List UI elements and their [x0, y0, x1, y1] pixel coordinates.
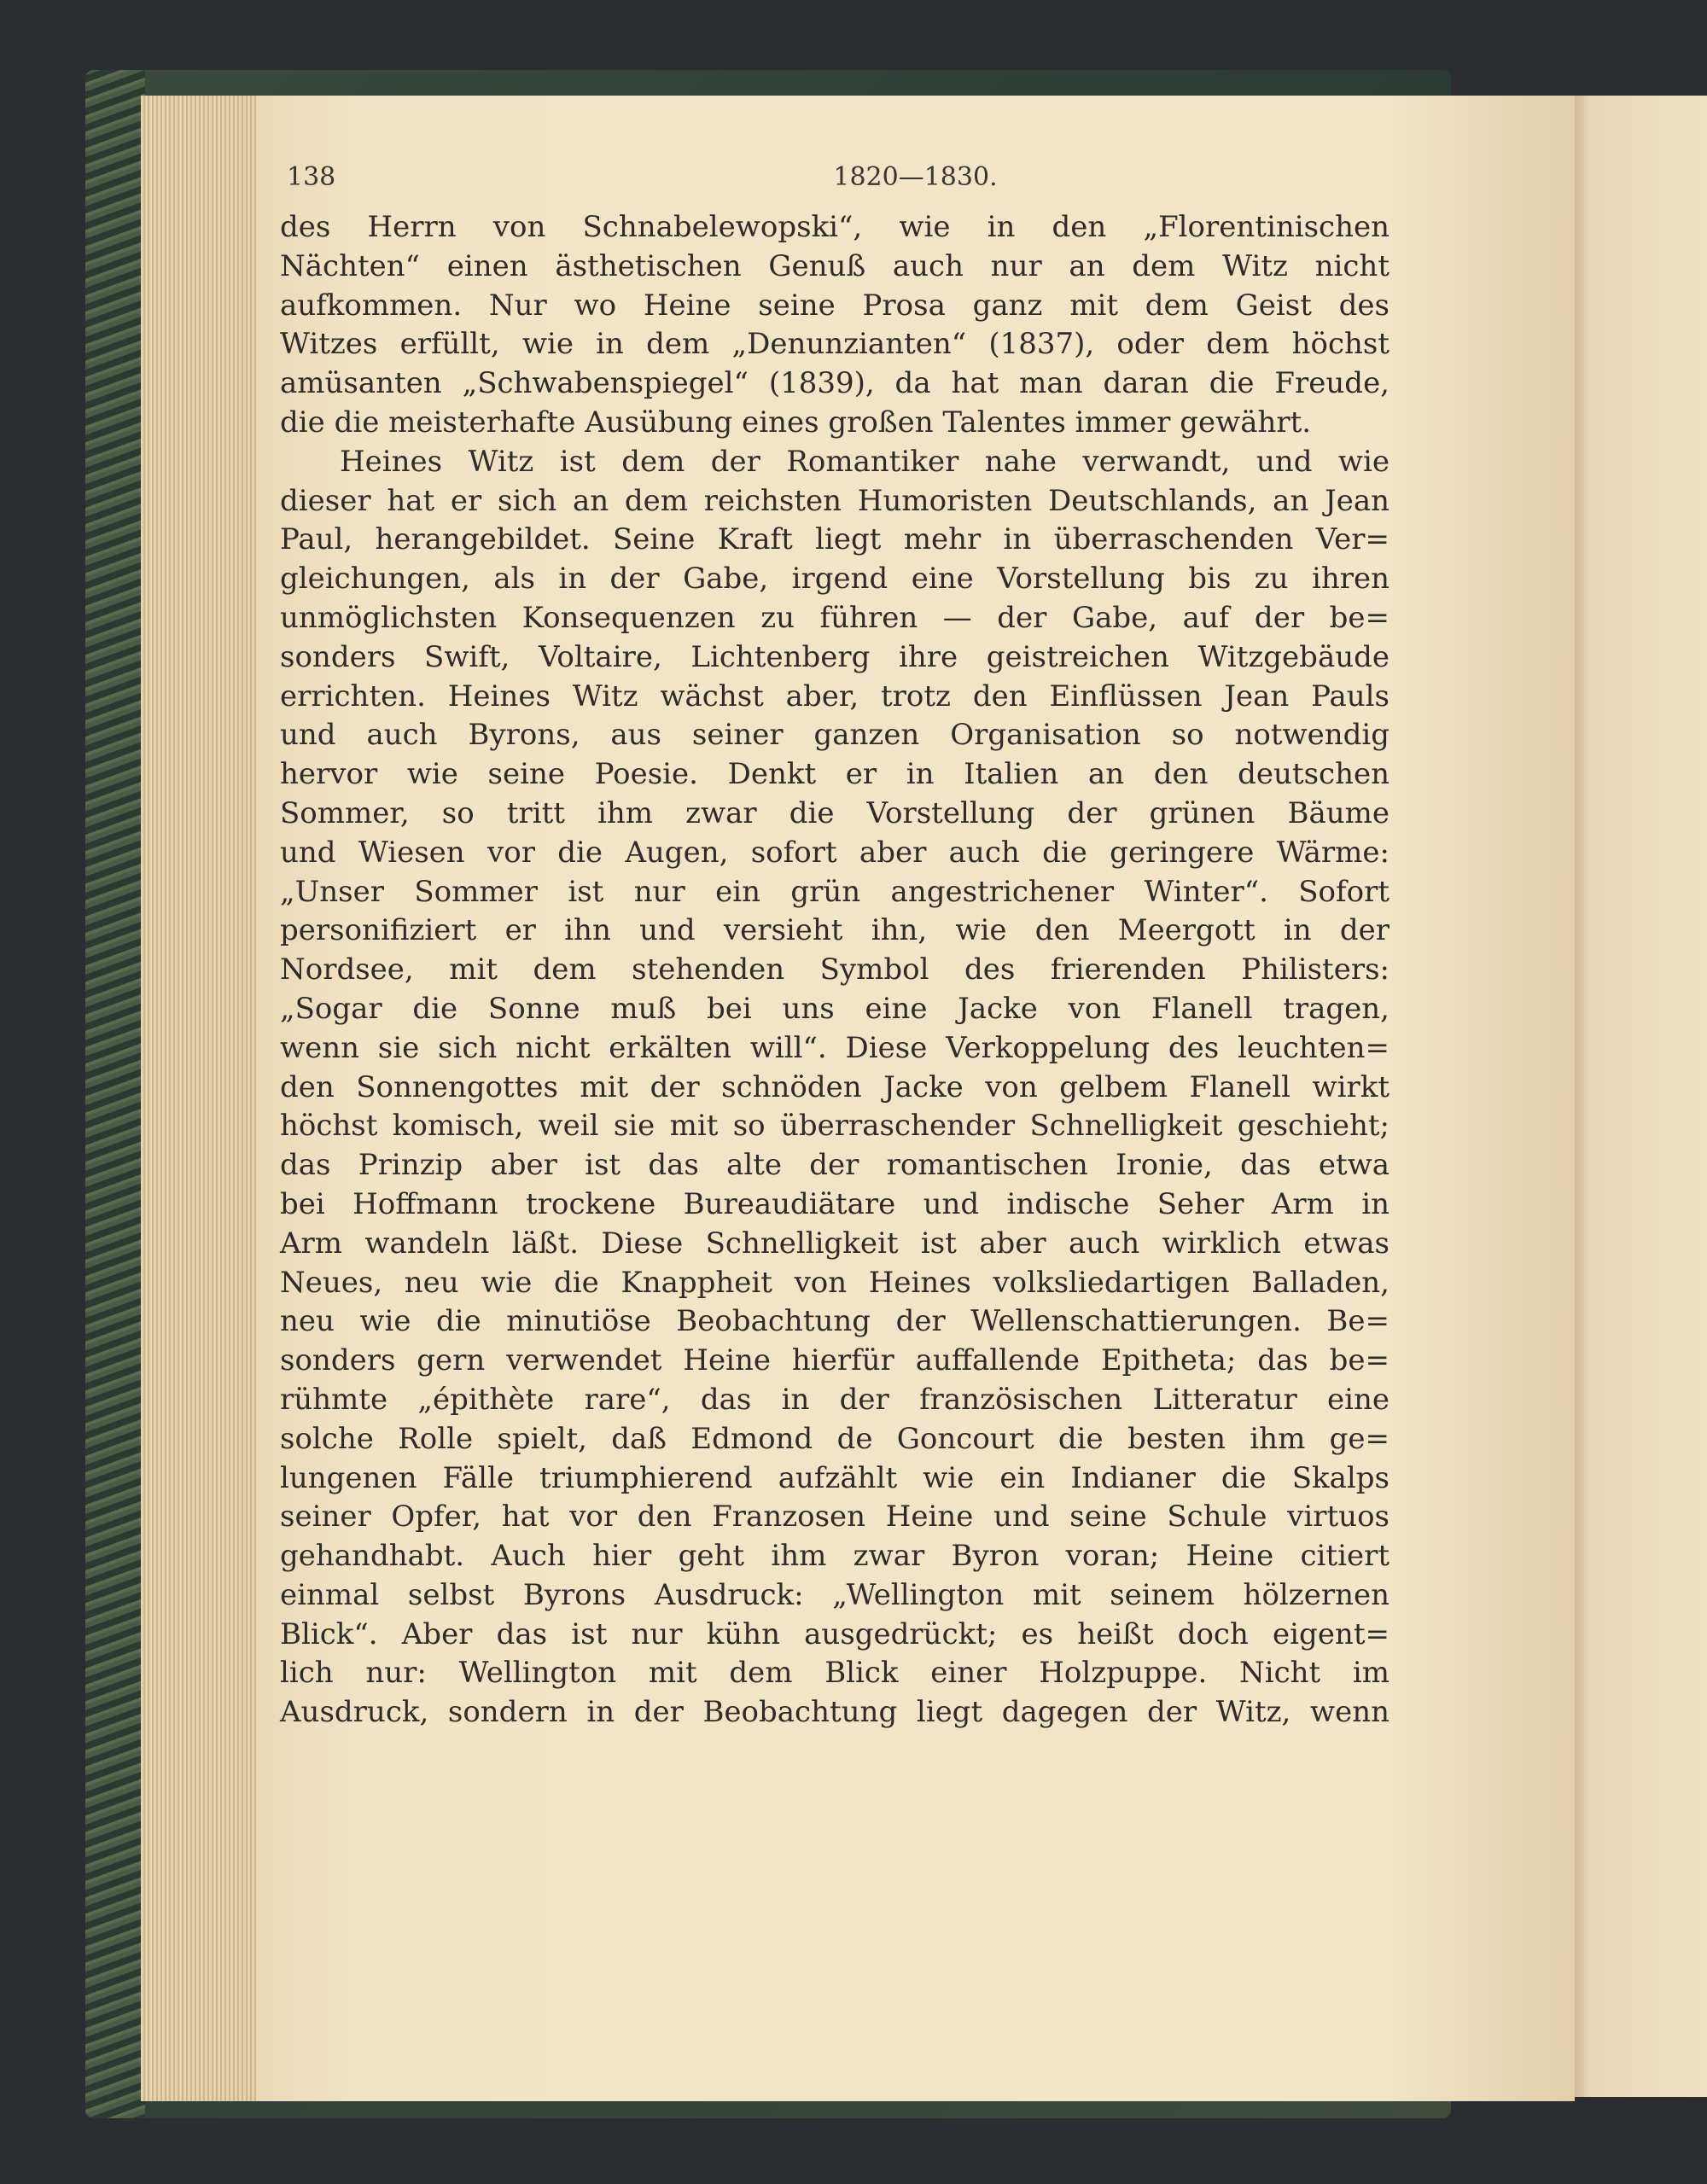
text-line: Blick“. Aber das ist nur kühn ausgedrückt; es heißt doch eigent=	[280, 1616, 1389, 1651]
text-line: hervor wie seine Poesie. Denkt er in Italien an den deutschen	[280, 757, 1389, 792]
book-spine-edge	[85, 70, 145, 2118]
body-text	[280, 208, 1389, 1733]
text-line: des Herrn von Schnabelewopski“, wie in den „Florentinischen	[280, 210, 1389, 244]
text-line: dieser hat er sich an dem reichsten Humoristen Deutschlands, an Jean	[280, 483, 1389, 518]
running-head: 1820—1830.	[833, 162, 998, 192]
text-line: lich nur: Wellington mit dem Blick einer Holzpuppe. Nicht im	[280, 1656, 1389, 1691]
text-line: wenn sie sich nicht erkälten will“. Diese Verkoppelung des leuchten=	[280, 1030, 1389, 1065]
text-line: Nordsee, mit dem stehenden Symbol des frierenden Philisters:	[280, 952, 1389, 987]
text-line: amüsanten „Schwabenspiegel“ (1839), da hat man daran die Freude,	[280, 366, 1389, 401]
text-line: die die meisterhafte Ausübung eines großen Talentes immer gewährt.	[280, 405, 1312, 440]
text-line: „Sogar die Sonne muß bei uns eine Jacke von Flanell tragen,	[280, 991, 1389, 1026]
text-line: bei Hoffmann trockene Bureaudiätare und indische Seher Arm in	[280, 1186, 1389, 1221]
text-line: Nächten“ einen ästhetischen Genuß auch nur an dem Witz nicht	[280, 248, 1389, 283]
text-line: errichten. Heines Witz wächst aber, trotz den Einflüssen Jean Pauls	[280, 678, 1389, 713]
text-line: rühmte „épithète rare“, das in der französischen Litteratur eine	[280, 1382, 1389, 1417]
text-line: unmöglichsten Konsequenzen zu führen — der Gabe, auf der be=	[280, 600, 1389, 635]
text-line: einmal selbst Byrons Ausdruck: „Wellington mit seinem hölzernen	[280, 1577, 1389, 1612]
text-line: solche Rolle spielt, daß Edmond de Goncourt die besten ihm ge=	[280, 1421, 1389, 1456]
text-line: seiner Opfer, hat vor den Franzosen Heine und seine Schule virtuos	[280, 1500, 1389, 1535]
text-line: aufkommen. Nur wo Heine seine Prosa ganz mit dem Geist des	[280, 288, 1389, 323]
text-line: Neues, neu wie die Knappheit von Heines volksliedartigen Balladen,	[280, 1265, 1389, 1300]
text-line: den Sonnengottes mit der schnöden Jacke von gelbem Flanell wirkt	[280, 1069, 1389, 1104]
page-stack-edge	[141, 96, 256, 2101]
text-line: Sommer, so tritt ihm zwar die Vorstellung der grünen Bäume	[280, 795, 1389, 830]
text-line: „Unser Sommer ist nur ein grün angestrichener Winter“. Sofort	[280, 874, 1389, 909]
text-line: personifiziert er ihn und versieht ihn, wie den Meergott in der	[280, 913, 1389, 948]
facing-page-edge	[1570, 96, 1707, 2097]
text-line: Paul, herangebildet. Seine Kraft liegt mehr in überraschenden Ver=	[280, 522, 1389, 557]
text-line: Ausdruck, sondern in der Beobachtung liegt dagegen der Witz, wenn	[280, 1695, 1389, 1730]
text-line: gleichungen, als in der Gabe, irgend eine Vorstellung bis zu ihren	[280, 562, 1389, 597]
text-line: lungenen Fälle triumphierend aufzählt wie ein Indianer die Skalps	[280, 1460, 1389, 1495]
text-line: sonders Swift, Voltaire, Lichtenberg ihre geistreichen Witzgebäude	[280, 639, 1389, 674]
text-line: Heines Witz ist dem der Romantiker nahe verwandt, und wie	[340, 444, 1389, 479]
text-line: gehandhabt. Auch hier geht ihm zwar Byron voran; Heine citiert	[280, 1539, 1389, 1574]
text-line: Witzes erfüllt, wie in dem „Denunzianten“ (1837), oder dem höchst	[280, 327, 1389, 362]
text-line: und auch Byrons, aus seiner ganzen Organisation so notwendig	[280, 718, 1389, 753]
text-line: Arm wandeln läßt. Diese Schnelligkeit ist aber auch wirklich etwas	[280, 1226, 1389, 1261]
text-line: höchst komisch, weil sie mit so überraschender Schnelligkeit geschieht;	[280, 1109, 1389, 1144]
text-line: und Wiesen vor die Augen, sofort aber auch die geringere Wärme:	[280, 835, 1389, 870]
text-line: sonders gern verwendet Heine hierfür auffallende Epitheta; das be=	[280, 1343, 1389, 1378]
text-line: neu wie die minutiöse Beobachtung der Wellenschattierungen. Be=	[280, 1304, 1389, 1339]
text-line: das Prinzip aber ist das alte der romantischen Ironie, das etwa	[280, 1148, 1389, 1183]
page-number: 138	[287, 162, 336, 192]
